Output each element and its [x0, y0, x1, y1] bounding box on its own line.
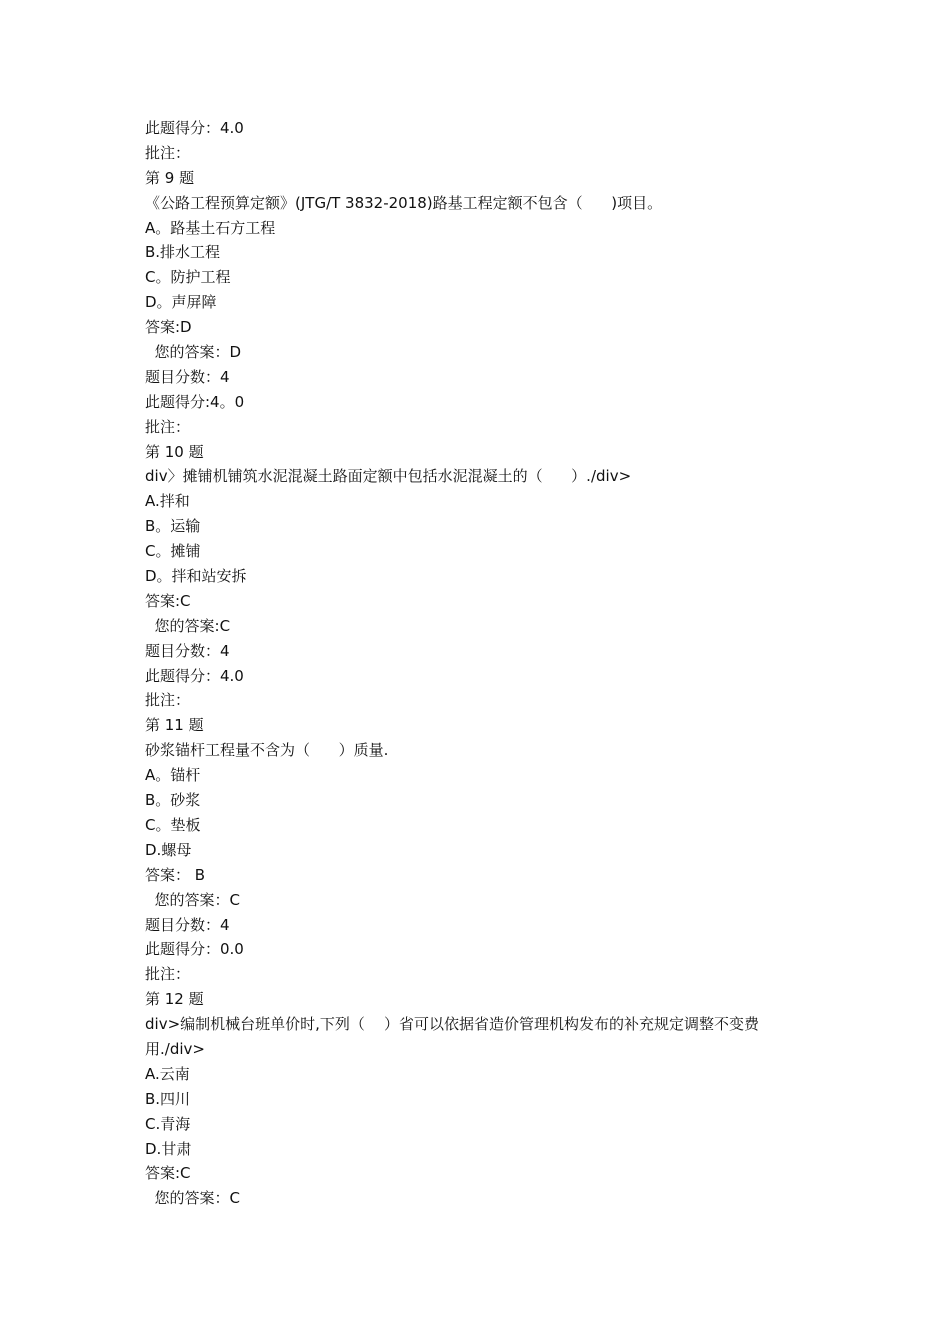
- question-10-your-answer: 您的答案:C: [145, 616, 231, 635]
- question-9-comment: 批注：: [145, 417, 191, 436]
- question-11-option-b: B。砂浆: [145, 791, 201, 810]
- question-9-points: 题目分数：4: [145, 367, 230, 386]
- question-12-text: div>编制机械台班单价时,下列（ ）省可以依据省造价管理机构发布的补充规定调整不变费: [145, 1015, 759, 1034]
- question-11-option-d: D.螺母: [145, 840, 192, 859]
- question-10-comment: 批注：: [145, 691, 191, 710]
- question-10-option-c: C。摊铺: [145, 542, 201, 561]
- comment-label: 批注：: [145, 143, 191, 162]
- question-12-number: 第 12 题: [145, 990, 204, 1009]
- question-9-option-b: B.排水工程: [145, 243, 221, 262]
- question-11-score: 此题得分：0.0: [145, 940, 244, 959]
- question-10-score: 此题得分：4.0: [145, 666, 244, 685]
- question-9-text: 《公路工程预算定额》(JTG/T 3832-2018)路基工程定额不包含（ )项目。: [145, 193, 663, 212]
- question-10-answer: 答案:C: [145, 591, 191, 610]
- question-9-answer: 答案:D: [145, 318, 192, 337]
- question-10-number: 第 10 题: [145, 442, 204, 461]
- question-9-option-d: D。声屏障: [145, 293, 217, 312]
- question-11-answer: 答案： B: [145, 865, 206, 884]
- question-10-option-a: A.拌和: [145, 492, 190, 511]
- question-10-text: div〉摊铺机铺筑水泥混凝土路面定额中包括水泥混凝土的（ ）./div>: [145, 467, 632, 486]
- question-12-option-d: D.甘肃: [145, 1139, 192, 1158]
- question-12-your-answer: 您的答案：C: [145, 1189, 241, 1208]
- question-11-text: 砂浆锚杆工程量不含为（ ）质量.: [145, 741, 389, 760]
- question-11-number: 第 11 题: [145, 716, 204, 735]
- question-12-answer: 答案:C: [145, 1164, 191, 1183]
- document-page: [145, 116, 845, 1211]
- question-9-score: 此题得分:4。0: [145, 392, 245, 411]
- question-9-number: 第 9 题: [145, 168, 195, 187]
- question-11-points: 题目分数：4: [145, 915, 230, 934]
- question-10-points: 题目分数：4: [145, 641, 230, 660]
- question-10-option-d: D。拌和站安拆: [145, 567, 247, 586]
- question-9-your-answer: 您的答案：D: [145, 343, 242, 362]
- question-11-your-answer: 您的答案：C: [145, 890, 241, 909]
- question-12-option-a: A.云南: [145, 1064, 190, 1083]
- question-10-option-b: B。运输: [145, 517, 201, 536]
- question-9-option-a: A。路基土石方工程: [145, 218, 276, 237]
- question-11-option-a: A。锚杆: [145, 766, 201, 785]
- question-11-option-c: C。垫板: [145, 815, 201, 834]
- question-12-option-c: C.青海: [145, 1114, 191, 1133]
- score-line: 此题得分：4.0: [145, 119, 244, 137]
- question-9-option-c: C。防护工程: [145, 268, 231, 287]
- question-12-option-b: B.四川: [145, 1089, 191, 1108]
- question-11-comment: 批注：: [145, 965, 191, 984]
- question-12-text-continued: 用./div>: [145, 1039, 205, 1058]
